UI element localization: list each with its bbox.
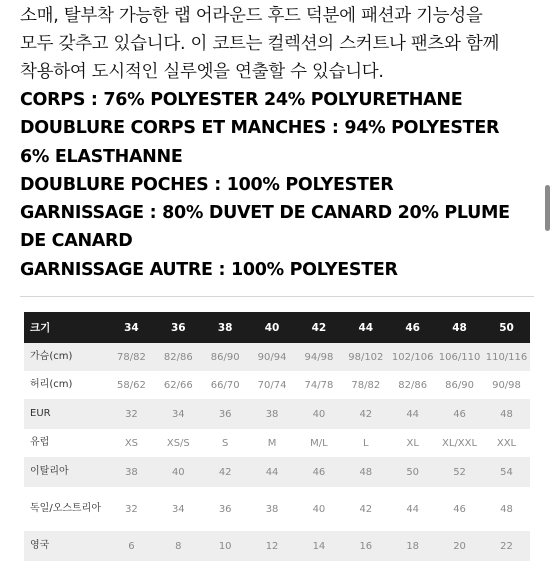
table-cell: XS bbox=[124, 437, 139, 449]
row-label: 이탈리아 bbox=[30, 466, 69, 477]
table-cell: 50 bbox=[406, 466, 420, 478]
table-row bbox=[24, 531, 530, 561]
table-cell: 110/116 bbox=[485, 351, 528, 363]
table-cell: M bbox=[267, 437, 277, 449]
material-line: DOUBLURE CORPS ET MANCHES : 94% POLYESTER bbox=[20, 118, 500, 139]
table-cell: 44 bbox=[265, 466, 279, 478]
section-divider bbox=[20, 296, 534, 297]
table-cell: 10 bbox=[218, 540, 232, 552]
table-cell: 42 bbox=[359, 408, 373, 420]
table-cell: 86/90 bbox=[210, 351, 240, 363]
table-cell: 42 bbox=[359, 503, 373, 515]
table-cell: 38 bbox=[265, 503, 279, 515]
description-line: 착용하여 도시적인 실루엣을 연출할 수 있습니다. bbox=[20, 62, 384, 82]
table-row bbox=[24, 371, 530, 399]
row-label: 허리(cm) bbox=[30, 379, 73, 390]
material-line: GARNISSAGE : 80% DUVET DE CANARD 20% PLUME bbox=[20, 203, 510, 224]
material-line: DE CANARD bbox=[20, 231, 133, 252]
row-label: 영국 bbox=[30, 540, 50, 551]
table-cell: S bbox=[222, 437, 229, 449]
table-cell: 48 bbox=[500, 503, 513, 515]
table-cell: XXL bbox=[496, 437, 517, 449]
table-cell: 40 bbox=[171, 466, 185, 478]
table-cell: 14 bbox=[312, 540, 326, 552]
table-cell: 18 bbox=[406, 540, 420, 552]
table-cell: 12 bbox=[265, 540, 279, 552]
table-cell: 42 bbox=[218, 466, 232, 478]
size-chart-table bbox=[24, 312, 530, 561]
table-cell: XL bbox=[406, 437, 419, 449]
table-cell: 102/106 bbox=[391, 351, 434, 363]
table-cell: 44 bbox=[406, 503, 420, 515]
description-line: 소매, 탈부착 가능한 랩 어라운드 후드 덕분에 패션과 기능성을 bbox=[20, 6, 483, 26]
table-cell: 34 bbox=[171, 408, 185, 420]
table-cell: 52 bbox=[453, 466, 466, 478]
table-cell: 90/98 bbox=[492, 379, 521, 391]
table-row bbox=[24, 487, 530, 531]
row-label: EUR bbox=[30, 408, 51, 419]
table-cell: 16 bbox=[359, 540, 373, 552]
size-header-cell: 50 bbox=[499, 321, 514, 334]
table-cell: 38 bbox=[265, 408, 279, 420]
table-cell: 8 bbox=[175, 540, 182, 552]
table-cell: 32 bbox=[125, 408, 138, 420]
table-cell: 36 bbox=[218, 503, 232, 515]
size-header-cell: 34 bbox=[124, 321, 139, 334]
table-cell: 46 bbox=[312, 466, 326, 478]
table-cell: 74/78 bbox=[304, 379, 334, 391]
table-cell: 48 bbox=[500, 408, 513, 420]
table-cell: 90/94 bbox=[257, 351, 287, 363]
table-cell: L bbox=[363, 437, 369, 449]
size-header-cell: 44 bbox=[358, 321, 374, 334]
material-line: 6% ELASTHANNE bbox=[20, 146, 183, 167]
table-cell: XL/XXL bbox=[442, 437, 478, 449]
size-header-cell: 42 bbox=[311, 321, 327, 334]
material-line: DOUBLURE POCHES : 100% POLYESTER bbox=[20, 174, 394, 195]
table-cell: 106/110 bbox=[438, 351, 481, 363]
table-cell: 82/86 bbox=[398, 379, 428, 391]
row-label: 독일/오스트리아 bbox=[30, 503, 101, 514]
table-cell: 78/82 bbox=[117, 351, 146, 363]
table-cell: 82/86 bbox=[163, 351, 193, 363]
table-cell: 20 bbox=[453, 540, 466, 552]
table-row bbox=[24, 429, 530, 457]
table-cell: 44 bbox=[406, 408, 420, 420]
row-label: 유럽 bbox=[30, 437, 50, 448]
material-line: GARNISSAGE AUTRE : 100% POLYESTER bbox=[20, 259, 398, 280]
size-header-cell: 38 bbox=[217, 321, 233, 334]
size-header-row bbox=[24, 312, 530, 343]
table-cell: 34 bbox=[171, 503, 185, 515]
table-cell: 58/62 bbox=[117, 379, 146, 391]
table-cell: 6 bbox=[128, 540, 135, 552]
table-cell: XS/S bbox=[166, 437, 190, 449]
table-cell: 48 bbox=[359, 466, 373, 478]
table-cell: 70/74 bbox=[257, 379, 287, 391]
size-header-cell: 40 bbox=[264, 321, 280, 334]
table-cell: 22 bbox=[500, 540, 513, 552]
table-cell: 94/98 bbox=[304, 351, 334, 363]
table-row bbox=[24, 457, 530, 487]
description-line: 모두 갖추고 있습니다. 이 코트는 컬렉션의 스커트나 팬츠와 함께 bbox=[20, 34, 500, 54]
table-cell: 98/102 bbox=[348, 351, 384, 363]
table-cell: 46 bbox=[453, 503, 466, 515]
table-cell: 36 bbox=[218, 408, 232, 420]
table-cell: 66/70 bbox=[210, 379, 240, 391]
table-row bbox=[24, 343, 530, 371]
table-cell: 86/90 bbox=[445, 379, 474, 391]
table-cell: 38 bbox=[125, 466, 138, 478]
table-cell: M/L bbox=[310, 437, 328, 449]
table-cell: 40 bbox=[312, 408, 326, 420]
table-cell: 62/66 bbox=[163, 379, 193, 391]
size-header-label: 크기 bbox=[30, 322, 51, 334]
scrollbar-thumb[interactable] bbox=[545, 185, 550, 231]
table-cell: 46 bbox=[453, 408, 466, 420]
size-header-cell: 46 bbox=[405, 321, 420, 334]
table-cell: 32 bbox=[125, 503, 138, 515]
table-cell: 54 bbox=[500, 466, 513, 478]
size-header-cell: 48 bbox=[452, 321, 467, 334]
material-line: CORPS : 76% POLYESTER 24% POLYURETHANE bbox=[20, 90, 463, 110]
size-header-cell: 36 bbox=[171, 321, 186, 334]
row-label: 가슴(cm) bbox=[30, 351, 73, 362]
product-description bbox=[20, 2, 540, 284]
table-cell: 78/82 bbox=[351, 379, 381, 391]
table-cell: 40 bbox=[312, 503, 326, 515]
table-row bbox=[24, 399, 530, 429]
